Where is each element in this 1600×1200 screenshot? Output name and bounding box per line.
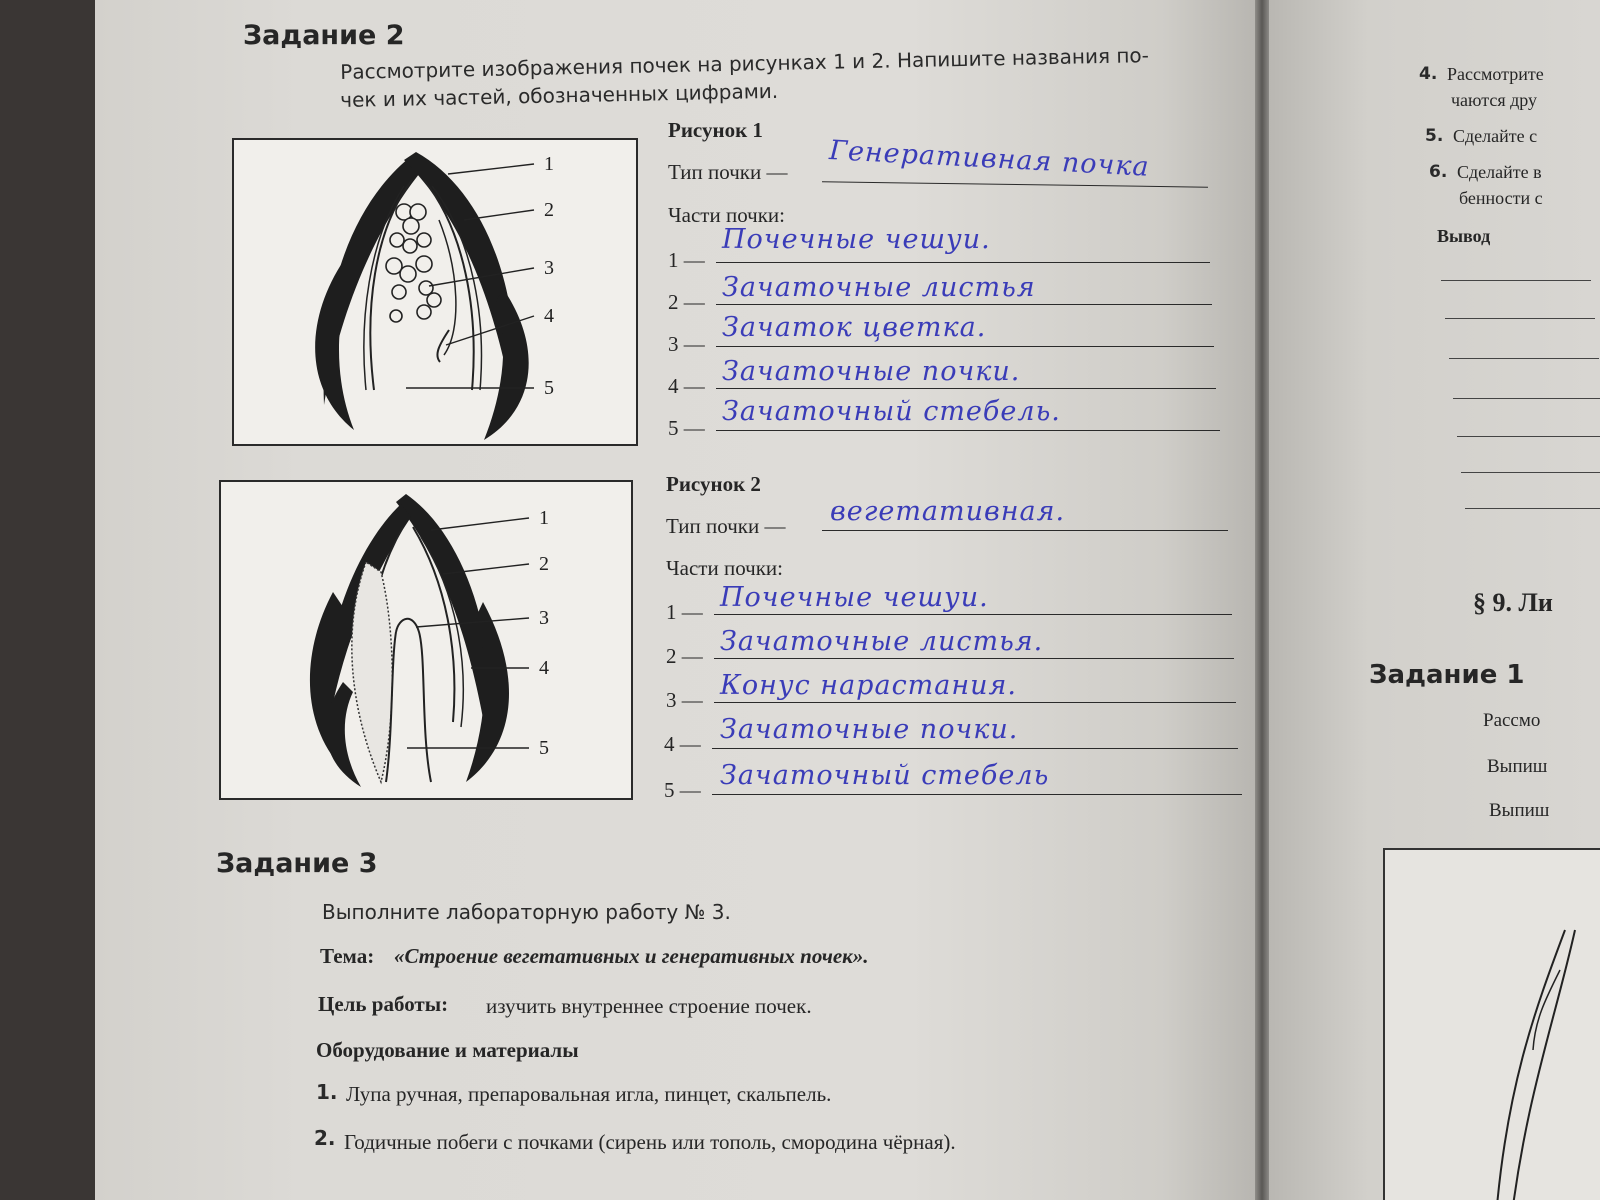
right-item4-cont: чаются дру (1451, 90, 1538, 110)
figure1-parts-label: Части почки: (668, 203, 785, 227)
figure2-part2-num: 2 — (666, 644, 703, 668)
task3-goal-value: изучить внутреннее строение почек. (486, 994, 812, 1018)
figure2-callout-4: 4 (539, 657, 549, 679)
figure2-part5-answer: Зачаточный стебель (720, 760, 1050, 791)
figure1-callout-4: 4 (544, 305, 554, 327)
right-section-title: § 9. Ли (1473, 588, 1553, 617)
figure2-part4-answer: Зачаточные почки. (720, 714, 1019, 745)
task3-line1: Выполните лабораторную работу № 3. (322, 900, 731, 924)
figure1-callout-5: 5 (544, 377, 554, 399)
task2-instruction-line2: чек и их частей, обозначенных цифрами. (340, 78, 779, 112)
right-item5-num: 5. (1425, 126, 1444, 146)
task3-item2-num: 2. (314, 1126, 336, 1150)
figure1-bud-drawing (232, 138, 638, 446)
figure1-part2-line (716, 304, 1212, 305)
right-page (1269, 0, 1600, 1200)
figure2-part5-line (712, 794, 1242, 795)
figure1-part2-num: 2 — (668, 290, 705, 314)
right-answer-line (1461, 472, 1600, 473)
right-task1-line1: Рассмо (1483, 710, 1541, 731)
right-figure-box (1383, 848, 1600, 1200)
figure2-part3-answer: Конус нарастания. (720, 670, 1018, 701)
figure1-part5-answer: Зачаточный стебель. (722, 396, 1061, 427)
figure1-part1-line (716, 262, 1210, 263)
figure1-part4-num: 4 — (668, 374, 705, 398)
figure1-type-answer: Генеративная почка (828, 135, 1151, 183)
figure2-part3-line (714, 702, 1236, 703)
right-task1-line2: Выпиш (1487, 756, 1548, 777)
right-item4-text: Рассмотрите (1447, 64, 1544, 84)
figure2-part5-num: 5 — (664, 778, 701, 802)
figure1-part3-num: 3 — (668, 332, 705, 356)
figure2-part1-answer: Почечные чешуи. (720, 582, 989, 613)
task3-topic-value: «Строение вегетативных и генеративных почек». (394, 944, 869, 968)
figure1-part3-line (716, 346, 1214, 347)
figure1-part5-line (716, 430, 1220, 431)
task3-goal-label: Цель работы: (318, 992, 449, 1016)
figure2-bud-drawing (219, 480, 633, 800)
figure1-callout-3: 3 (544, 257, 554, 279)
right-answer-line (1441, 280, 1591, 281)
figure2-callout-2: 2 (539, 553, 549, 575)
task2-instruction-line1: Рассмотрите изображения почек на рисунках 1 и 2. Напишите названия по- (340, 43, 1150, 84)
figure1-callout-2: 2 (544, 199, 554, 221)
figure1-part3-answer: Зачаток цветка. (722, 312, 987, 343)
figure2-type-answer: вегетативная. (830, 496, 1066, 527)
figure2-parts-label: Части почки: (666, 556, 783, 580)
right-item6-num: 6. (1429, 162, 1448, 182)
figure2-part2-answer: Зачаточные листья. (720, 626, 1044, 657)
figure1-part2-answer: Зачаточные листья (722, 272, 1036, 303)
figure2-type-line (822, 530, 1228, 531)
right-answer-line (1449, 358, 1599, 359)
right-item6-cont: бенности с (1459, 188, 1543, 208)
figure2-part1-line (714, 614, 1232, 615)
generative-bud-illustration (234, 140, 636, 444)
figure1-part4-answer: Зачаточные почки. (722, 356, 1021, 387)
right-answer-line (1453, 398, 1600, 399)
right-task1-heading: Задание 1 (1369, 660, 1525, 690)
task3-item2-text: Годичные побеги с почками (сирень или тополь, смородина чёрная). (344, 1130, 956, 1154)
task3-item1-text: Лупа ручная, препаровальная игла, пинцет, скальпель. (346, 1082, 832, 1106)
right-task1-line3: Выпиш (1489, 800, 1550, 821)
right-item5-text: Сделайте с (1453, 126, 1538, 146)
figure1-part5-num: 5 — (668, 416, 705, 440)
right-answer-line (1457, 436, 1600, 437)
right-conclusion-label: Вывод (1437, 226, 1491, 246)
figure2-part4-num: 4 — (664, 732, 701, 756)
figure1-callout-1: 1 (544, 153, 554, 175)
right-item4-num: 4. (1419, 64, 1438, 84)
figure2-part3-num: 3 — (666, 688, 703, 712)
figure1-part4-line (716, 388, 1216, 389)
task2-heading: Задание 2 (243, 20, 405, 51)
figure1-part1-answer: Почечные чешуи. (722, 224, 991, 255)
task3-item1-num: 1. (316, 1080, 338, 1104)
figure1-type-label: Тип почки — (668, 160, 788, 184)
book-gutter (1255, 0, 1269, 1200)
figure1-title: Рисунок 1 (668, 118, 763, 142)
figure2-part2-line (714, 658, 1234, 659)
figure2-title: Рисунок 2 (666, 472, 761, 496)
task3-topic-label: Тема: (320, 944, 375, 968)
vegetative-bud-illustration (221, 482, 631, 798)
figure2-callout-1: 1 (539, 507, 549, 529)
task3-heading: Задание 3 (216, 848, 378, 879)
task3-equipment-heading: Оборудование и материалы (316, 1038, 579, 1062)
right-answer-line (1445, 318, 1595, 319)
figure2-callout-5: 5 (539, 737, 549, 759)
right-item6-text: Сделайте в (1457, 162, 1542, 182)
right-answer-line (1465, 508, 1600, 509)
figure1-part1-num: 1 — (668, 248, 705, 272)
figure2-callout-3: 3 (539, 607, 549, 629)
figure2-part1-num: 1 — (666, 600, 703, 624)
figure2-part4-line (712, 748, 1238, 749)
right-figure-drawing (1385, 850, 1600, 1200)
figure2-type-label: Тип почки — (666, 514, 786, 538)
